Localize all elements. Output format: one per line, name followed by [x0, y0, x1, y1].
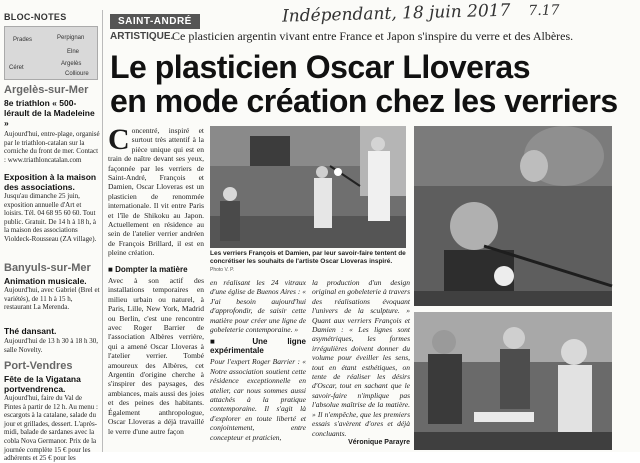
sidebar-place: Banyuls-sur-Mer: [4, 262, 91, 274]
article-column-4: [312, 278, 410, 450]
article-text: Avec à son actif des installations temporaires en milieu urbain ou naturel, à Paris, Lille, New York, Madrid ou Berlin, c'est une rencontre avec Roger Barrier de l'association Albères verrière, qui a amené Oscar Lloveras à l'atelier verrier. Tombé amoureux des Albères, cet Argentin d'origine cherche à s'inspirer des paysages, des ambiances, mais aussi des joies et des peines des habitants. Également anthropologue, Oscar Lloveras a déjà travaillé le verre d'une autre façon: [108, 276, 204, 436]
sidebar-place: Argelès-sur-Mer: [4, 84, 89, 96]
sidebar-item-text: Aujourd'hui, entre-plage, organisé par le triathlon-catalan sur la corniche du front de mer. Contact : www.triathloncatalan.com: [4, 130, 100, 164]
handwritten-annotation: [282, 0, 636, 27]
article-text: en réalisant les 24 vitraux d'une église de Buenos Aires : « J'ai besoin aujourd'hui d'approfondir, de saisir cette matière pour créer une ligne de gobeleterie contemporaine. »: [210, 278, 306, 335]
caption-text: Les verriers François et Damien, par leur savoir-faire tentent de concrétiser les souhaits de l'artiste Oscar Lloveras inspiré.: [210, 250, 406, 265]
headline: [110, 50, 630, 118]
handwritten-page: 7.17: [528, 2, 560, 20]
sidebar-item-text: Aujourd'hui, avec Gabriel (Brel et variétés), de 11 h à 15 h, restaurant La Merenda.: [4, 286, 100, 312]
sidebar-item-head: 8e triathlon « 500-lérault de la Madeleine »: [4, 98, 95, 128]
article-text: Pour l'expert Roger Barrier : « Notre association soutient cette résidence exceptionnelle en atelier, car nous sommes aussi attachés à la pratique contemporaine. Il s'agit là d'explorer en toute liberté et conjointement, entre concepteur et praticien,: [210, 357, 306, 442]
sidebar-place: Port-Vendres: [4, 360, 73, 372]
subheading: ■ Dompter la matière: [108, 265, 188, 274]
group-photo-image: [414, 312, 612, 450]
workshop-photo: [210, 126, 406, 248]
headline-line: Le plasticien Oscar Lloveras: [110, 49, 530, 85]
sidebar-item-head: Animation musicale.: [4, 276, 87, 286]
map-label: Céret: [9, 65, 24, 71]
drop-cap: C: [108, 123, 130, 156]
sidebar-item-head: Fête de la Vigatana portvendrenca.: [4, 374, 81, 394]
article-dek: Ce plasticien argentin vivant entre France et Japon s'inspire du verre et des Albères.: [172, 29, 574, 43]
handwritten-source: Indépendant, 18 juin 2017: [281, 0, 511, 27]
article-column-3: [210, 278, 306, 450]
sidebar-item-head: Exposition à la maison des associations.: [4, 172, 97, 192]
group-photo: [414, 312, 612, 450]
article-text: la production d'un design original en gobeleterie à travers des réalisations évoquant l'univers de la sculpture. » Quant aux verriers François et Damien : « Les lignes sont asymétriques, les formes irrégulières doivent donner du volume pour éveiller les sens, tout en étant esthétiques, on tente de réaliser les désirs d'Oscar, tout en sachant que le savoir-faire n'implique pas l'absolue maîtrise de la matière. » Il n'empêche, que les premiers essais s'avèrent d'ores et déjà concluants.: [312, 278, 410, 438]
photo-credit: Photo V. P.: [210, 266, 235, 273]
article-text: oncentré, inspiré et surtout très attentif à la pièce unique qui est en train de naître devant ses yeux, façonnée par les verriers de Saint-André, François et Damien, Oscar Lloveras est un plasticien de renommée internationale. Il vit entre Paris et l'île de Shikoku au Japon. Actuellement en résidence au sein de l'atelier verrier andréen de François Brillard, il est en pleine création.: [108, 126, 204, 258]
glassblower-photo-image: [414, 126, 612, 306]
map-label: Elne: [67, 49, 80, 55]
glassblower-photo: [414, 126, 612, 306]
sidebar-item-head: Thé dansant.: [4, 326, 57, 336]
section-kicker: SAINT-ANDRÉ: [110, 14, 200, 29]
headline-line: en mode création chez les verriers: [110, 83, 618, 119]
region-map: [4, 26, 98, 80]
map-label: Perpignan: [57, 35, 85, 41]
sidebar-item-text: Aujourd'hui, faire du Val de Pintes à partir de 12 h. Au menu : escargots à la catalane, salade du jour et grillades, dessert. L'après-midi, balade de sardanes avec la cobla Nova Germanor. Prix de la journée complète 15 € pour les adhérents et 25 € pour les: [4, 394, 98, 463]
sidebar-item-text: Jusqu'au dimanche 25 juin, exposition annuelle d'Art et loisirs. Tél. 04 68 95 60 60. Tout public. Gratuit. De 14 h à 18 h, à la maison des associations Violdeck-Rousseau (ZA village).: [4, 192, 97, 243]
bloc-notes-sidebar: [0, 10, 103, 463]
bloc-notes-title: BLOC-NOTES: [4, 12, 67, 22]
article-column-1: [108, 123, 204, 272]
workshop-photo-image: [210, 126, 406, 248]
map-label: Argelès: [61, 61, 82, 67]
category-label: ARTISTIQUE.: [110, 31, 174, 42]
sidebar-item-text: Aujourd'hui de 13 h 30 à 18 h 30, salle Novelty.: [4, 337, 99, 354]
map-label: Prades: [13, 37, 33, 43]
subheading: ■ Une ligne expérimentale: [210, 337, 306, 356]
article-column-2: [108, 262, 204, 450]
byline: Véronique Parayre: [348, 438, 410, 446]
photo-caption: [210, 250, 406, 274]
map-label: Collioure: [65, 71, 89, 77]
